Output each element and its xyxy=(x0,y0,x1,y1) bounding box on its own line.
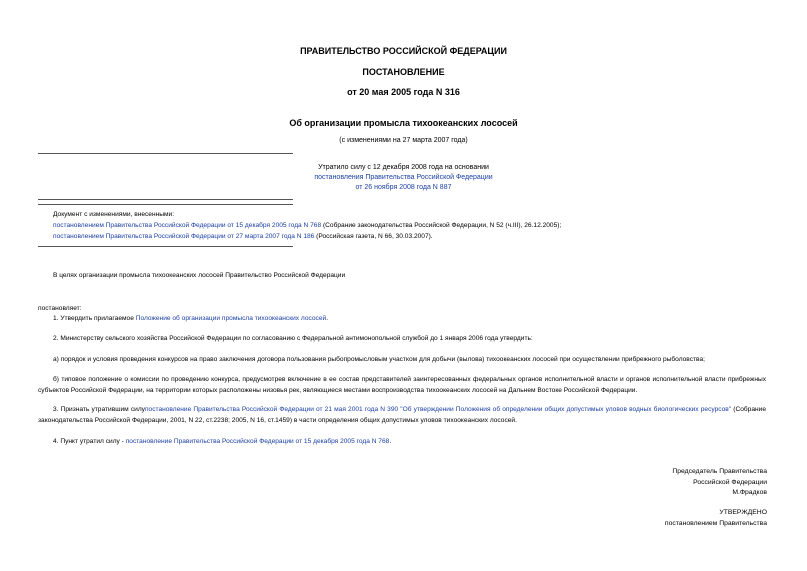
separator-line xyxy=(38,153,293,154)
document-org: ПРАВИТЕЛЬСТВО РОССИЙСКОЙ ФЕДЕРАЦИИ xyxy=(300,46,507,56)
paragraph-3 xyxy=(38,405,766,426)
signature-position: Председатель Правительства xyxy=(672,468,767,475)
document-title: Об организации промысла тихоокеанских лососей xyxy=(289,118,518,128)
amendment-source: (Собрание законодательства Российской Федерации, N 52 (ч.III), 26.12.2005); xyxy=(321,222,562,229)
amendment-source: (Российская газета, N 66, 30.03.2007). xyxy=(314,233,433,240)
lost-force-link-date[interactable]: от 26 ноября 2008 года N 887 xyxy=(355,184,452,191)
document-changes-note: (с изменениями на 27 марта 2007 года) xyxy=(339,137,468,144)
paragraph-a: а) порядок и условия проведения конкурсов на право заключения договора пользования рыбопромысловым участком для добычи (вылова) тихоокеанских лососей при осуществлении прибрежного рыболовства; xyxy=(53,356,705,363)
document-date-number: от 20 мая 2005 года N 316 xyxy=(347,87,460,97)
separator-line xyxy=(38,246,293,247)
signature-country: Российской Федерации xyxy=(693,478,767,486)
paragraph-text: 1. Утвердить прилагаемое xyxy=(53,315,136,322)
regulation-link[interactable]: Положение об организации промысла тихоокеанских лососей xyxy=(135,315,327,322)
repealed-decree-link[interactable]: постановление Правительства Российской Федерации от 21 мая 2001 года N 390 "Об утверждении Положения об определении общих допустимых уловов водных биологических ресурсов" xyxy=(144,406,732,413)
amending-decree-link[interactable]: постановление Правительства Российской Федерации от 15 декабря 2005 года N 768 xyxy=(125,438,390,445)
approved-by: постановлением Правительства xyxy=(664,519,767,527)
paragraph-text: . xyxy=(326,315,329,322)
paragraph-2: 2. Министерству сельского хозяйства Российской Федерации по согласованию с Федеральной антимонопольной службой до 1 января 2006 года утвердить: xyxy=(53,335,533,342)
lost-force-link[interactable]: постановления Правительства Российской Федерации xyxy=(314,174,493,181)
signature-block xyxy=(672,467,767,499)
preamble: В целях организации промысла тихоокеанских лососей Правительство Российской Федерации xyxy=(53,272,346,279)
paragraph-text: 3. Признать утратившим силу xyxy=(53,406,145,413)
amendment-link[interactable]: постановлением Правительства Российской Федерации от 27 марта 2007 года N 186 xyxy=(53,233,315,240)
separator-line xyxy=(38,204,293,205)
amendment-item xyxy=(53,232,433,241)
paragraph-text: 4. Пункт утратил силу - xyxy=(53,438,126,445)
amendments-intro: Документ с изменениями, внесенными: xyxy=(53,211,175,218)
lost-force-text: Утратило силу с 12 декабря 2008 года на основании xyxy=(318,164,489,171)
paragraph-b: б) типовое положение о комиссии по проведению конкурса, предусмотрев включение в ее состав представителей заинтересованных федеральных органов исполнительной власти и органов исполнительной власти прибрежных субъектов Российской Федерации, на территории которых расположены низовья рек, являющиеся местами воспроизводства тихоокеанских лососей на Дальнем Востоке Российской Федерации. xyxy=(38,376,766,394)
lost-force-note xyxy=(0,163,807,193)
separator-line xyxy=(38,199,293,200)
signature-name: М.Фрадков xyxy=(732,489,767,496)
paragraph-4 xyxy=(53,437,391,446)
approved-block xyxy=(665,508,767,529)
decree-word: постановляет: xyxy=(38,305,82,312)
amendment-item xyxy=(53,221,561,230)
approved-label: УТВЕРЖДЕНО xyxy=(719,509,767,516)
paragraph-text: (Собрание законодательства Российской Федерации, 2001, N 22, ст.2238; 2005, N 16, ст.1459) в части определения общих допустимых уловов тихоокеанских лососей. xyxy=(38,406,766,424)
paragraph-1 xyxy=(53,314,328,323)
paragraph-text: . xyxy=(389,438,392,445)
amendment-link[interactable]: постановлением Правительства Российской Федерации от 15 декабря 2005 года N 768 xyxy=(53,222,322,229)
document-type: ПОСТАНОВЛЕНИЕ xyxy=(362,67,445,77)
